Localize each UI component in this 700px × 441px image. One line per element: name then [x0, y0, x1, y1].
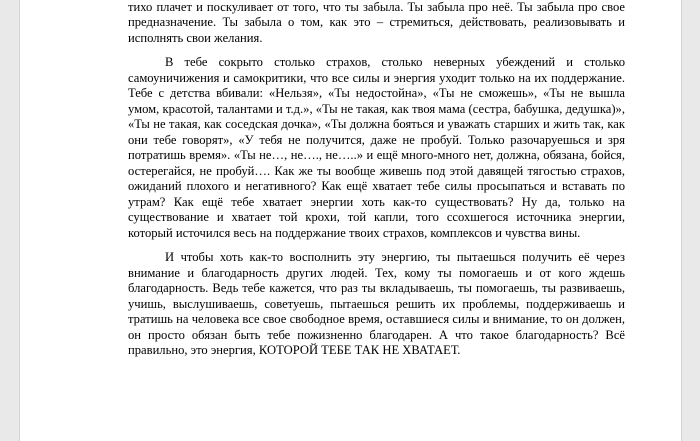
paragraph-2: В тебе сокрыто столько страхов, столько неверных убеждений и столько самоуничижения и самокритики, что все силы и энергия уходит только на их поддержание. Тебе с детства вбивали: «Нельзя», «Ты недостойна», «Ты не сможешь», «Ты не вышла умом, красотой, талантами и т.д.», «Ты не такая, как твоя мама (сестра, бабушка, дедушка)», «Ты не такая, как соседская дочка», «Ты должна бояться и уважать старших и жить так, как они тебе говорят», «У тебя не получится, даже не пробуй. Только разочаруешься и зря потратишь время». «Ты не…, не…., не…..» и ещё много-много нет, должна, обязана, бойся, остерегайся, не пробуй…. Как же ты вообще живешь под этой давящей тягостью страхов, ожиданий плохого и негативного? Как ещё хватает тебе силы просыпаться и вставать по утрам? Как ещё тебе хватает энергии хоть как-то существовать? Ну да, только на существование и хватает той крохи, той капли, того ссохшегося источника энергии, который источился весь на поддержание твоих страхов, комплексов и чувства вины.	[128, 55, 625, 240]
document-page	[19, 0, 682, 441]
paragraph-1: тихо плачет и поскуливает от того, что ты забыла. Ты забыла про неё. Ты забыла про свое предназначение. Ты забыла о том, как это – стремиться, действовать, реализовывать и исполнять свои желания.	[128, 0, 625, 45]
document-body	[128, 0, 625, 368]
paragraph-3: И чтобы хоть как-то восполнить эту энергию, ты пытаешься получить её через внимание и благодарность других людей. Тех, кому ты помогаешь и от кого ждешь благодарность. Ведь тебе кажется, что раз ты вкладываешь, ты помогаешь, ты развиваешь, учишь, выслушиваешь, советуешь, пытаешься решить их проблемы, поддерживаешь и тратишь на человека все свое свободное время, оставшиеся силы и внимание, то он должен, он просто обязан быть тебе пожизненно благодарен. А что такое благодарность? Всё правильно, это энергия, КОТОРОЙ ТЕБЕ ТАК НЕ ХВАТАЕТ.	[128, 250, 625, 357]
